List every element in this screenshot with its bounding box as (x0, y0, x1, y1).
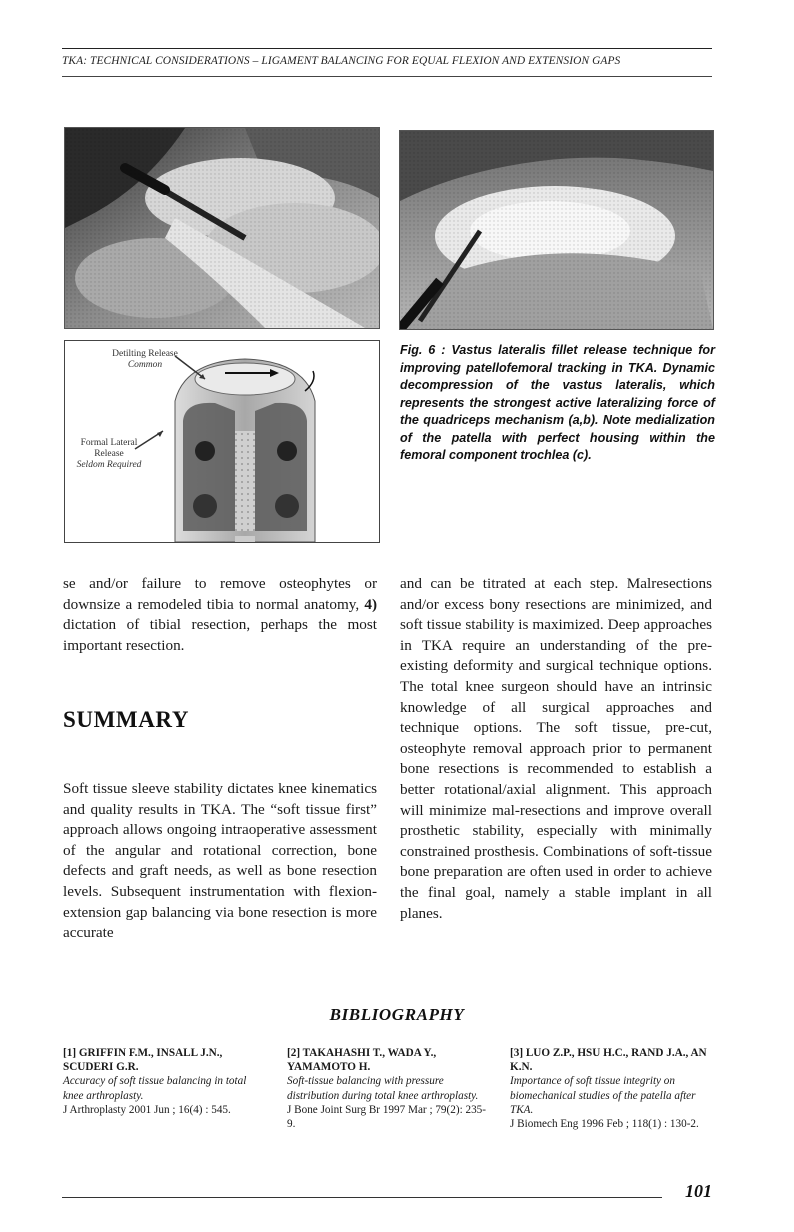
figure-photo-b (399, 130, 714, 330)
reference-1: [1] GRIFFIN F.M., INSALL J.N., SCUDERI G.R. Accuracy of soft tissue balancing in total knee arthroplasty. J Arthroplasty 2001 Jun ; 16(4) : 545. (63, 1047, 247, 1116)
right-column-text: and can be titrated at each step. Malresections and/or excess bony resections are minimized, and soft tissue stability is maximized. Deep approaches in TKA require an understanding of the pre-existing deformity and surgical technique options. The total knee surgeon should have an intrinsic knowledge of all surgical approaches and technique options. The soft tissue, pre-cut, osteophyte removal approach prior to permanent bone resections is recommended to establish a better rotational/axial alignment. This approach will minimize mal-resections and improve overall prosthetic stability, especially with minimally constrained prosthesis. Combinations of soft-tissue bone preparation are often used in order to achieve the final goal, namely a stable implant in all planes. (400, 575, 712, 922)
diagram-label-detilting: Detilting Release Common (112, 349, 178, 370)
running-header: TKA: TECHNICAL CONSIDERATIONS – LIGAMENT BALANCING FOR EQUAL FLEXION AND EXTENSION GAPS (62, 55, 621, 67)
figure-photo-a (64, 127, 380, 329)
footer-rule (62, 1197, 662, 1198)
figure-caption: Fig. 6 : Vastus lateralis fillet release technique for improving patellofemoral tracking in TKA. Dynamic decompression of the vastus lateralis, which represents the strongest active lateralizing force of the quadriceps mechanism (a,b). Note medialization of the patella with perfect housing within the femoral component trochlea (c). (400, 343, 715, 462)
page-number: 101 (685, 1181, 712, 1201)
left-column-continuation: se and/or failure to remove osteophytes or downsize a remodeled tibia to normal anatomy, 4) dictation of tibial resection, perhaps the most important resection. (63, 575, 377, 654)
header-rule-bottom (62, 76, 712, 77)
figure-diagram-c (64, 340, 380, 543)
reference-3: [3] LUO Z.P., HSU H.C., RAND J.A., AN K.N. Importance of soft tissue integrity on biomechanical studies of the patella after TKA. J Biomech Eng 1996 Feb ; 118(1) : 130-2. (510, 1047, 707, 1131)
diagram-label-formal-lateral: Formal Lateral Release Seldom Required (76, 438, 142, 470)
bibliography-heading: BIBLIOGRAPHY (329, 1005, 465, 1024)
reference-2: [2] TAKAHASHI T., WADA Y., YAMAMOTO H. Soft-tissue balancing with pressure distribution during total knee arthroplasty. J Bone Joint Surg Br 1997 Mar ; 79(2): 235-9. (287, 1047, 486, 1131)
header-rule-top (62, 48, 712, 49)
left-column-summary: Soft tissue sleeve stability dictates knee kinematics and quality results in TKA. The “soft tissue first” approach allows ongoing intraoperative assessment of the angular and rotational correction, bone defects and graft needs, as well as bone resection levels. Subsequent instrumentation with flexion-extension gap balancing via bone resection is more accurate (63, 780, 377, 942)
summary-heading: SUMMARY (63, 707, 190, 732)
